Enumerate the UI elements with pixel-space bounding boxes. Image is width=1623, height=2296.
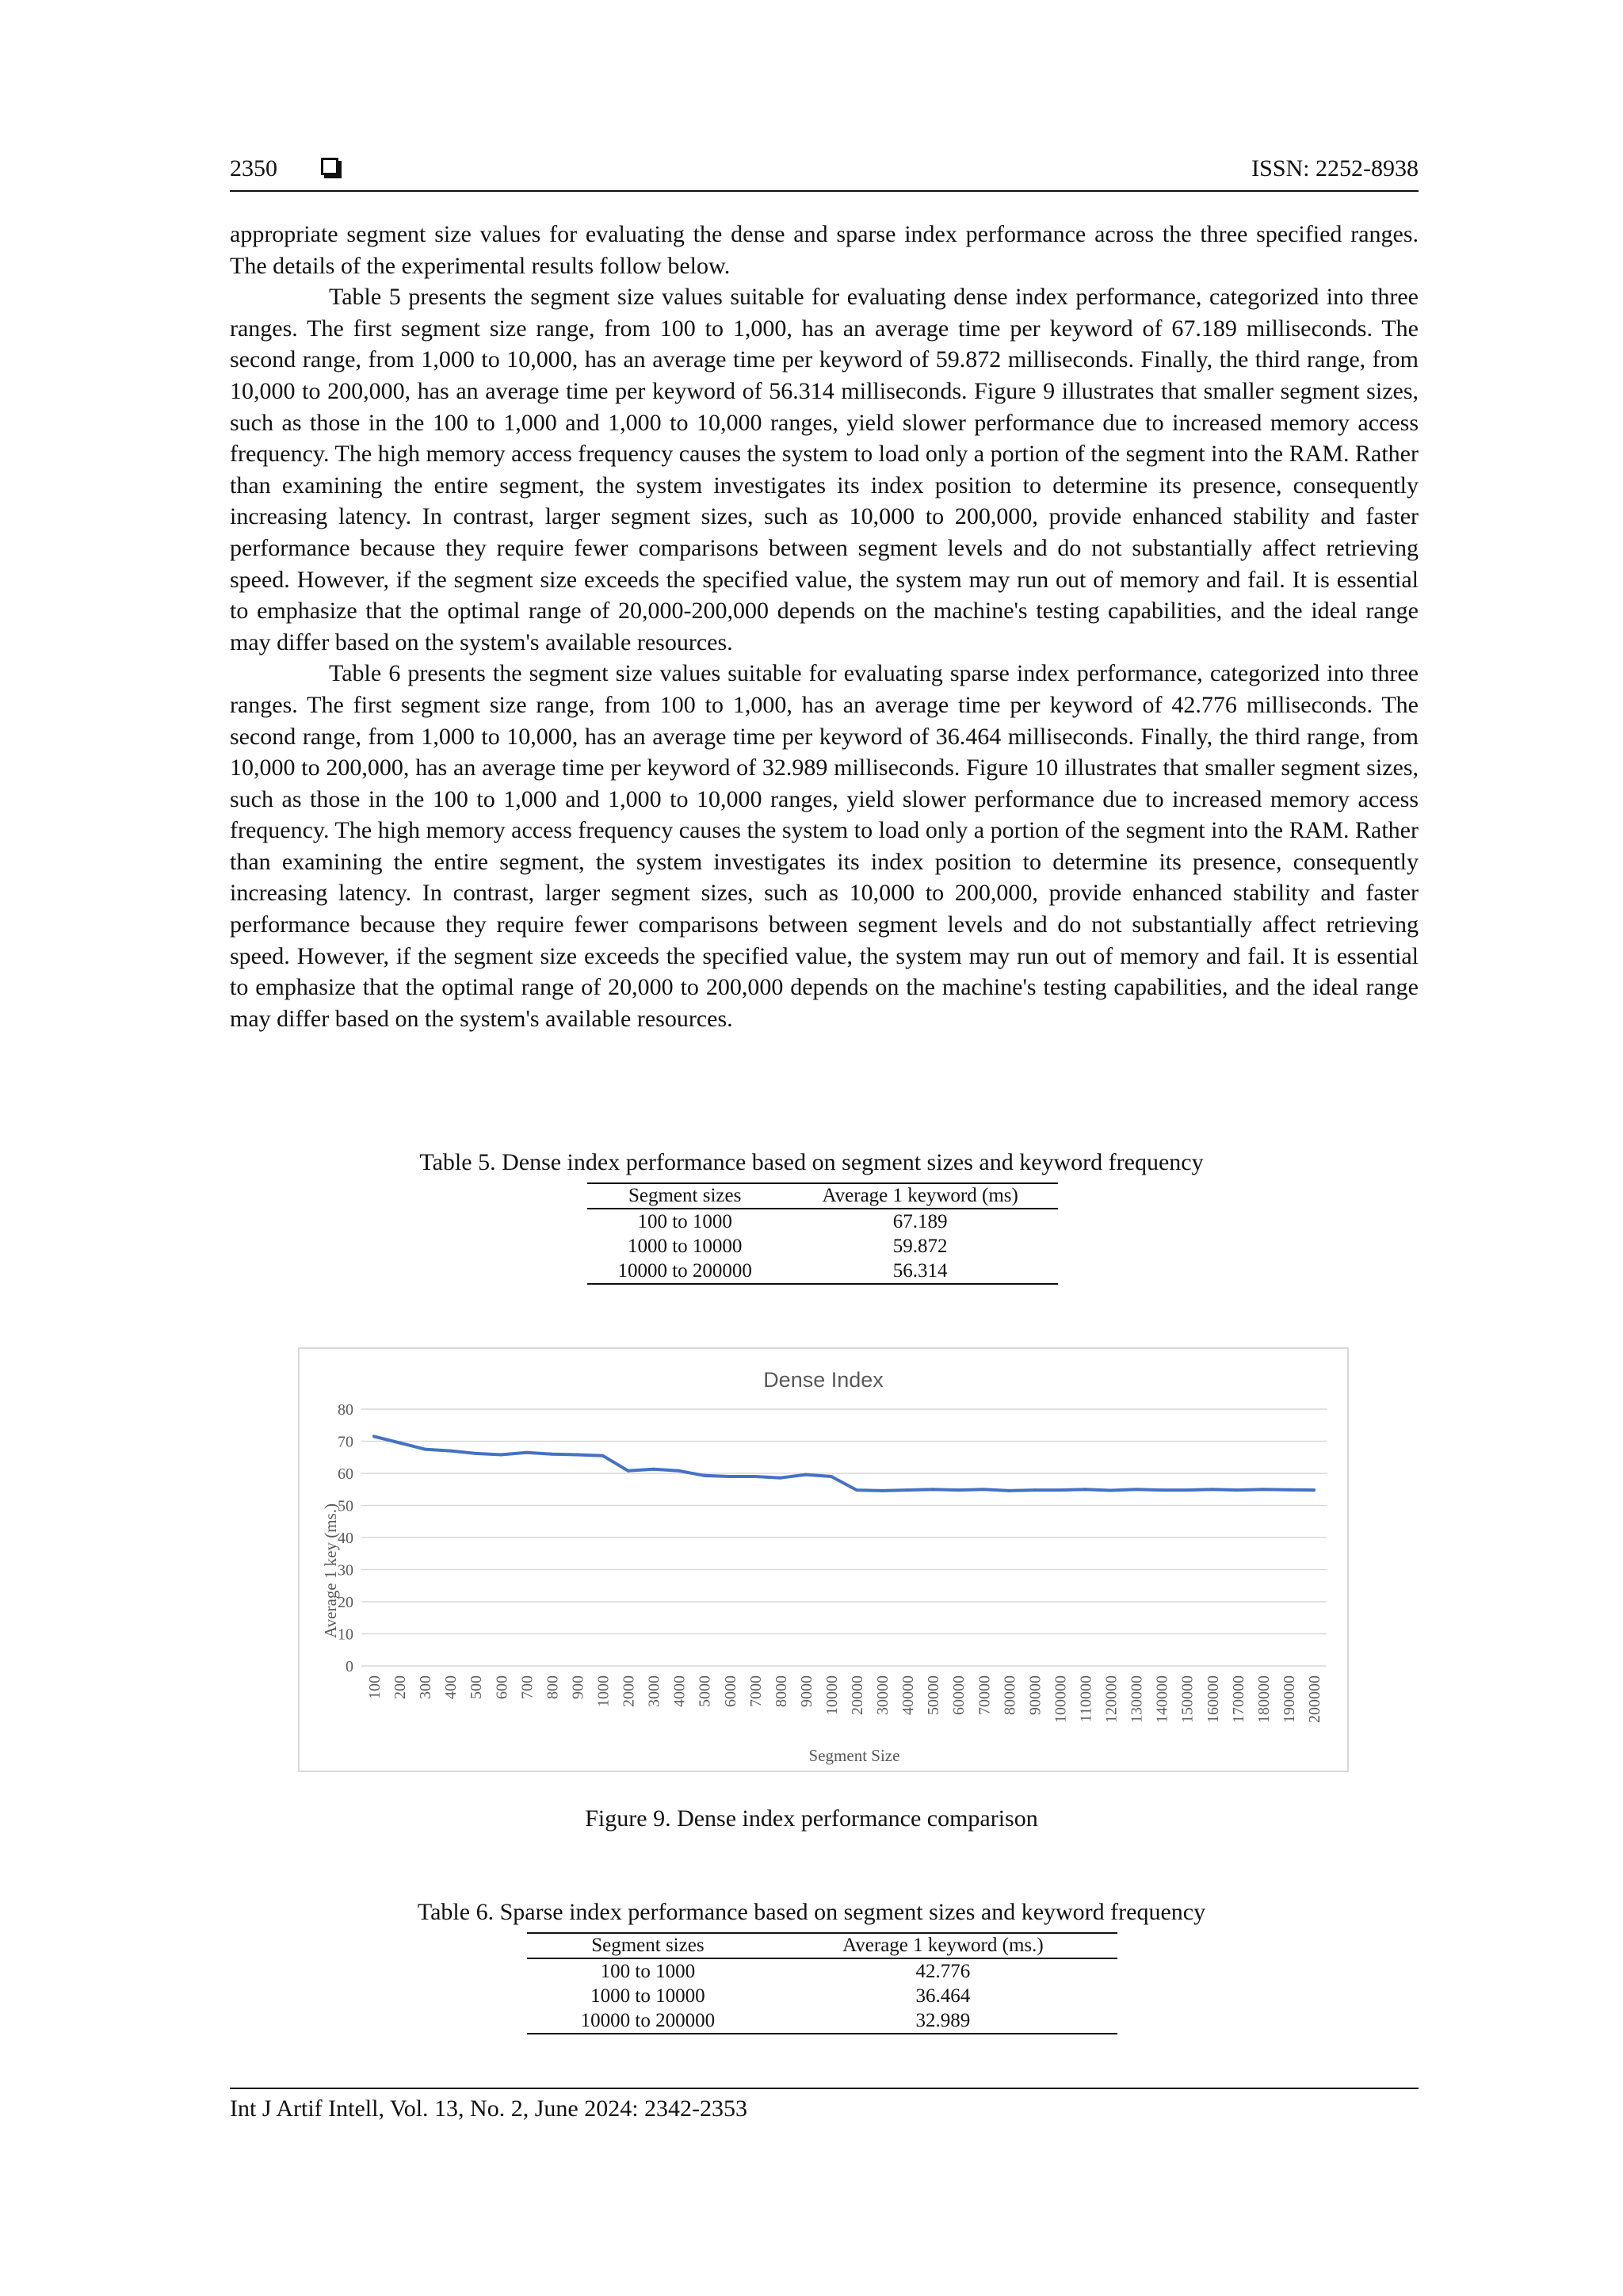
paragraph-continuation: appropriate segment size values for evaluating the dense and sparse index performance across the three specified ranges. The details of the experimental results follow below. [230, 221, 1419, 279]
x-tick-label: 10000 [823, 1675, 841, 1715]
table-row [527, 1958, 1117, 1984]
data-point [1287, 1488, 1290, 1492]
column-header: Average 1 keyword (ms.) [769, 1933, 1117, 1958]
x-tick-label: 4000 [670, 1675, 689, 1707]
table-cell: 56.314 [782, 1259, 1058, 1284]
data-point [779, 1477, 782, 1480]
x-tick-label: 70000 [976, 1675, 994, 1715]
data-point [1007, 1489, 1010, 1492]
table6-caption: Table 6. Sparse index performance based on segment sizes and keyword frequency [417, 1899, 1206, 1925]
table5-caption: Table 5. Dense index performance based on segment sizes and keyword frequency [419, 1149, 1204, 1175]
x-tick-labels [366, 1675, 1323, 1723]
body-text [230, 219, 1419, 1034]
data-point [652, 1468, 655, 1471]
table-row [587, 1209, 1058, 1234]
footer-citation: Int J Artif Intell, Vol. 13, No. 2, June 2024: 2342-2353 [230, 2095, 748, 2122]
x-tick-label: 500 [468, 1675, 486, 1699]
x-tick-label: 110000 [1077, 1675, 1095, 1723]
x-axis-label: Segment Size [808, 1746, 900, 1765]
x-tick-label: 2000 [620, 1675, 638, 1707]
gridlines [361, 1409, 1327, 1666]
x-tick-label: 200 [391, 1675, 410, 1699]
data-point [957, 1488, 960, 1492]
data-point [754, 1475, 757, 1478]
data-point [1084, 1488, 1087, 1491]
table-header-row [587, 1183, 1058, 1209]
data-point [575, 1454, 579, 1457]
series-layer [372, 1435, 1316, 1492]
data-point [499, 1454, 502, 1457]
x-tick-label: 8000 [772, 1675, 790, 1707]
header-rule [230, 190, 1419, 192]
x-tick-label: 180000 [1254, 1675, 1273, 1723]
table-row [587, 1234, 1058, 1259]
data-point [855, 1488, 858, 1492]
journal-issn: ISSN: 2252-8938 [1251, 155, 1419, 181]
x-tick-label: 60000 [950, 1675, 968, 1715]
x-tick-label: 140000 [1153, 1675, 1171, 1723]
x-tick-label: 20000 [849, 1675, 867, 1715]
x-tick-label: 700 [518, 1675, 537, 1699]
x-tick-label: 1000 [594, 1675, 613, 1707]
table-cell: 59.872 [892, 1236, 948, 1257]
x-tick-label: 5000 [696, 1675, 714, 1707]
table-cell: 100 to 1000 [600, 1961, 696, 1982]
paragraph-table6-discussion: Table 6 presents the segment size values suitable for evaluating sparse index performance, categorized into three ranges. The first segment size range, from 100 to 1,000, has an average time per keyword of 42.776 milliseconds. The second range, from 1,000 to 10,000, has an average time per keyword of 36.464 milliseconds. Finally, the third range, from 10,000 to 200,000, has an average time per keyword of 32.989 milliseconds. Figure 10 illustrates that smaller segment sizes, such as those in the 100 to 1,000 and 1,000 to 10,000 ranges, yield slower performance due to increased memory access frequency. The high memory access frequency causes the system to load only a portion of the segment into the RAM. Rather than examining the entire segment, the system investigates its index position to determine its presence, consequently increasing latency. In contrast, larger segment sizes, such as 10,000 to 200,000, provide enhanced stability and faster performance because they require fewer comparisons between segment levels and do not substantially affect retrieving speed. However, if the segment size exceeds the specified value, the system may run out of memory and fail. It is essential to emphasize that the optimal range of 20,000 to 200,000 depends on the machine's testing capabilities, and the ideal range may differ based on the system's available resources. [230, 660, 1419, 1032]
table6 [527, 1932, 1117, 2034]
data-point [474, 1452, 477, 1455]
y-tick-label: 20 [338, 1594, 353, 1611]
table-row [587, 1259, 1058, 1284]
data-point [1160, 1488, 1163, 1492]
x-tick-label: 150000 [1178, 1675, 1197, 1723]
data-point [1262, 1488, 1265, 1491]
chart-title: Dense Index [763, 1368, 884, 1392]
data-point [398, 1442, 401, 1445]
ballot-box-icon [321, 158, 338, 175]
x-tick-label: 200000 [1305, 1675, 1323, 1723]
y-tick-label: 10 [338, 1626, 353, 1644]
x-tick-label: 9000 [797, 1675, 815, 1707]
data-point [1135, 1488, 1138, 1491]
y-axis-label: Average 1 key (ms.) [321, 1503, 340, 1638]
paragraph-table5-discussion: Table 5 presents the segment size values suitable for evaluating dense index performance, categorized into three ranges. The first segment size range, from 100 to 1,000, has an average time per keyword of 67.189 milliseconds. The second range, from 1,000 to 10,000, has an average time per keyword of 59.872 milliseconds. Finally, the third range, from 10,000 to 200,000, has an average time per keyword of 56.314 milliseconds. Figure 9 illustrates that smaller segment sizes, such as those in the 100 to 1,000 and 1,000 to 10,000 ranges, yield slower performance due to increased memory access frequency. The high memory access frequency causes the system to load only a portion of the segment into the RAM. Rather than examining the entire segment, the system investigates its index position to determine its presence, consequently increasing latency. In contrast, larger segment sizes, such as 10,000 to 200,000, provide enhanced stability and faster performance because they require fewer comparisons between segment levels and do not substantially affect retrieving speed. However, if the segment size exceeds the specified value, the system may run out of memory and fail. It is essential to emphasize that the optimal range of 20,000-200,000 depends on the machine's testing capabilities, and the ideal range may differ based on the system's available resources. [230, 284, 1419, 655]
data-point [525, 1451, 528, 1454]
x-tick-label: 100 [366, 1675, 384, 1699]
data-point [982, 1488, 985, 1491]
x-tick-label: 190000 [1280, 1675, 1298, 1723]
data-point [906, 1488, 909, 1492]
table-row [527, 2008, 1117, 2034]
x-tick-label: 80000 [1001, 1675, 1019, 1715]
data-point [804, 1473, 808, 1477]
x-tick-label: 170000 [1229, 1675, 1247, 1723]
x-tick-label: 400 [442, 1675, 460, 1699]
table-cell: 36.464 [915, 1985, 971, 2007]
data-point [1312, 1488, 1316, 1492]
data-point [880, 1489, 884, 1492]
data-point [627, 1469, 630, 1473]
data-point [1236, 1488, 1239, 1492]
y-tick-label: 70 [338, 1433, 353, 1451]
table-cell: 100 to 1000 [637, 1211, 732, 1232]
x-tick-label: 300 [417, 1675, 435, 1699]
x-tick-label: 6000 [721, 1675, 739, 1707]
y-tick-label: 30 [338, 1561, 353, 1580]
table-cell: 32.989 [769, 2008, 1117, 2034]
dense-index-chart [298, 1347, 1349, 1772]
x-tick-label: 100000 [1052, 1675, 1070, 1723]
x-tick-label: 600 [493, 1675, 511, 1699]
data-point [703, 1474, 706, 1477]
table-cell: 1000 to 10000 [627, 1236, 743, 1257]
x-tick-label: 800 [544, 1675, 562, 1699]
y-tick-label: 80 [338, 1401, 353, 1419]
column-header: Segment sizes [587, 1183, 782, 1209]
data-point [830, 1475, 833, 1478]
x-tick-label: 130000 [1128, 1675, 1146, 1723]
x-tick-label: 40000 [899, 1675, 918, 1715]
data-point [1058, 1488, 1061, 1492]
chart-canvas [300, 1349, 1347, 1771]
column-header: Average 1 keyword (ms) [782, 1183, 1058, 1209]
data-point [372, 1435, 376, 1438]
table-cell: 10000 to 200000 [527, 2008, 769, 2034]
x-tick-label: 900 [569, 1675, 587, 1699]
y-tick-label: 60 [338, 1465, 353, 1483]
table-header-row [527, 1933, 1117, 1958]
table-cell: 67.189 [892, 1211, 948, 1232]
x-tick-label: 50000 [925, 1675, 943, 1715]
table-cell: 1000 to 10000 [590, 1985, 705, 2007]
data-point [550, 1453, 553, 1456]
x-tick-label: 3000 [645, 1675, 663, 1707]
data-point [931, 1488, 934, 1491]
data-point [1211, 1488, 1214, 1491]
page-number: 2350 [230, 155, 277, 181]
data-point [1033, 1488, 1036, 1492]
table-cell: 42.776 [915, 1961, 971, 1982]
table5 [587, 1182, 1058, 1285]
x-tick-label: 90000 [1026, 1675, 1044, 1715]
x-tick-label: 30000 [874, 1675, 892, 1715]
x-tick-label: 7000 [747, 1675, 765, 1707]
table-row [527, 1984, 1117, 2008]
x-tick-label: 120000 [1102, 1675, 1121, 1723]
data-point [1109, 1489, 1113, 1492]
y-tick-label: 50 [338, 1497, 353, 1515]
footer-rule [230, 2088, 1419, 2089]
y-tick-labels [338, 1401, 353, 1675]
series-line [374, 1436, 1314, 1491]
data-point [678, 1469, 681, 1473]
data-point [423, 1448, 426, 1451]
figure9-caption: Figure 9. Dense index performance comparison [585, 1805, 1038, 1832]
column-header: Segment sizes [527, 1933, 769, 1958]
y-tick-label: 0 [346, 1658, 353, 1675]
table-cell: 10000 to 200000 [587, 1259, 782, 1284]
data-point [449, 1450, 452, 1453]
y-tick-label: 40 [338, 1530, 353, 1547]
data-point [728, 1475, 731, 1478]
data-point [601, 1454, 605, 1457]
x-tick-label: 160000 [1204, 1675, 1222, 1723]
data-point [1186, 1488, 1189, 1492]
